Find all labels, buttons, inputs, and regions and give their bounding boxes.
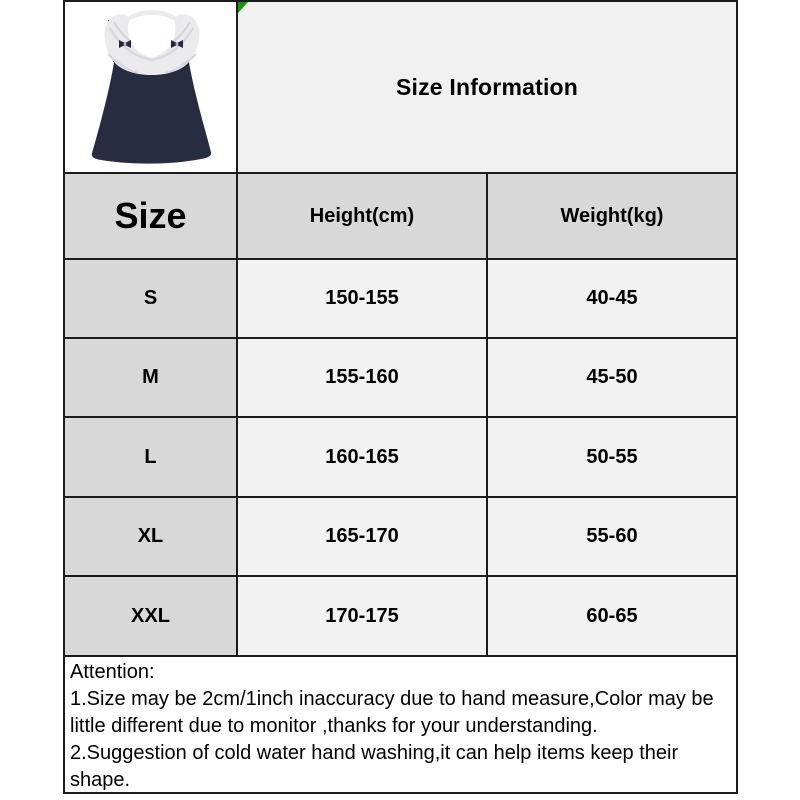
row-xxl-weight-value: 60-65	[486, 575, 736, 655]
row-l-size-label: L	[65, 416, 236, 496]
product-dress-image	[66, 4, 235, 170]
row-xxl-size-label: XXL	[65, 575, 236, 655]
row-m-size-label: M	[65, 337, 236, 416]
row-s-height-value: 150-155	[236, 258, 486, 337]
row-xl-height-value: 165-170	[236, 496, 486, 575]
row-l-height-value: 160-165	[236, 416, 486, 496]
size-information-header-cell	[236, 2, 736, 172]
row-xl-size-label: XL	[65, 496, 236, 575]
column-header-size: Size	[65, 172, 236, 258]
attention-note-box	[63, 655, 738, 794]
attention-note-2: 2.Suggestion of cold water hand washing,it can help items keep their shape.	[70, 742, 679, 791]
row-l-weight-value: 50-55	[486, 416, 736, 496]
product-image-cell	[65, 2, 236, 172]
page-title: Size Information	[395, 73, 579, 100]
row-m-height-value: 155-160	[236, 337, 486, 416]
column-header-weight: Weight(kg)	[486, 172, 736, 258]
row-xxl-height-value: 170-175	[236, 575, 486, 655]
row-xl-weight-value: 55-60	[486, 496, 736, 575]
row-s-size-label: S	[65, 258, 236, 337]
size-information-table	[63, 0, 738, 657]
row-m-weight-value: 45-50	[486, 337, 736, 416]
row-s-weight-value: 40-45	[486, 258, 736, 337]
attention-note-1: 1.Size may be 2cm/1inch inaccuracy due to hand measure,Color may be little different due to monitor ,thanks for your understanding.	[70, 688, 714, 737]
attention-title: Attention:	[70, 661, 155, 683]
column-header-height: Height(cm)	[236, 172, 486, 258]
green-corner-flag-icon	[238, 2, 248, 13]
